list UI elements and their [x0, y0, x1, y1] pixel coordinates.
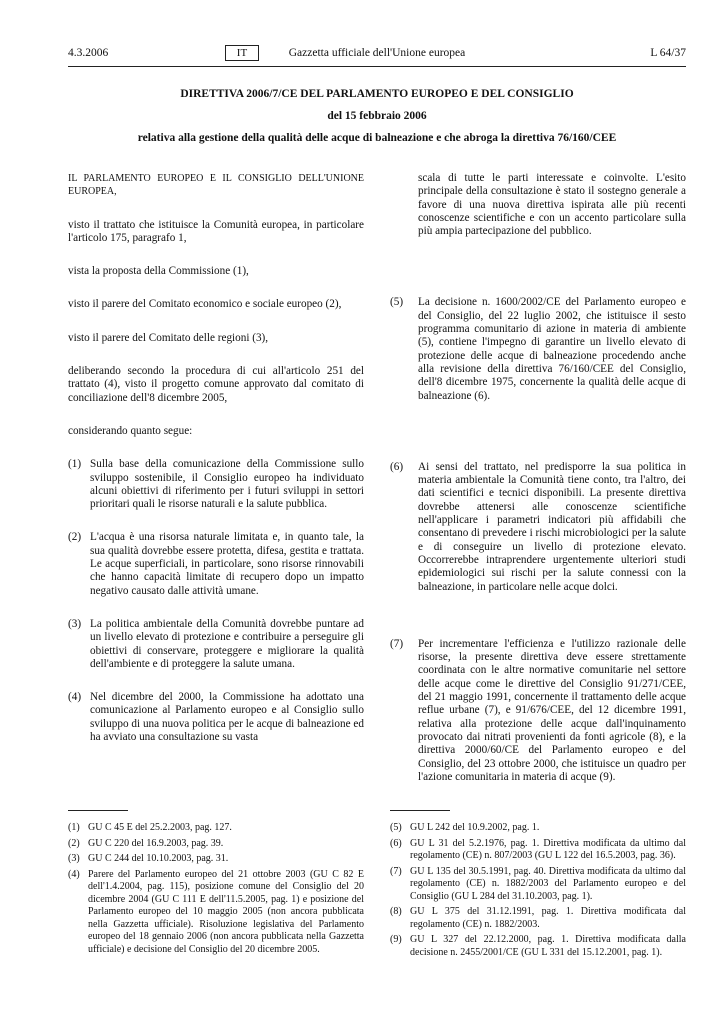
document-title	[68, 88, 686, 154]
footnote	[390, 866, 686, 904]
recital-item	[68, 618, 364, 671]
directive-subject: relativa alla gestione della qualità delle acque di balneazione e che abroga la direttiva 76/160/CEE	[137, 132, 617, 144]
publication-date: 4.3.2006	[68, 47, 109, 59]
citation-treaty: visto il trattato che istituisce la Comunità europea, in particolare l'articolo 175, paragrafo 1,	[68, 218, 364, 244]
footnote-divider	[390, 810, 450, 811]
recital-text: Sulla base della comunicazione della Commissione sullo sviluppo sostenibile, il Consiglio europeo ha individuato alcuni obiettivi di riferimento per i futuri sviluppi in settori prioritari quali le risorse naturali e la salute pubblica.	[90, 458, 364, 511]
citation-commission: vista la proposta della Commissione (1),	[68, 265, 249, 278]
recital-item	[390, 296, 686, 402]
footnote-text: GU C 45 E del 25.2.2003, pag. 127.	[88, 822, 232, 833]
footnotes-left	[68, 822, 364, 959]
footnote-mark: (5)	[390, 822, 402, 833]
footnote-divider	[68, 810, 128, 811]
footnote-text: GU L 135 del 30.5.1991, pag. 40. Direttiva modificata da ultimo dal regolamento (CE) n. 1882/2003 del Parlamento europeo e del Consiglio (GU L 284 del 31.10.2003, pag. 1).	[410, 865, 686, 902]
footnote	[68, 822, 364, 835]
footnote	[390, 838, 686, 863]
footnote	[390, 934, 686, 959]
left-column	[68, 172, 364, 764]
recital-text: Per incrementare l'efficienza e l'utilizzo razionale delle risorse, la presente direttiva deve essere strettamente coordinata con le altre normative comunitarie nel settore delle acque come le direttive del Consiglio 91/271/CEE, del 21 maggio 1991, concernente il trattamento delle acque reflue urbane (7), e 91/676/CEE, del 12 dicembre 1991, relativa alla protezione delle acque dall'inquinamento provocato dai nitrati provenienti da fonti agricole (8), e la direttiva 2000/60/CE del Parlamento europeo e del Consiglio, del 23 ottobre 2000, che istituisce un quadro per l'azione comunitaria in materia di acque (9).	[418, 637, 686, 783]
recital-text: L'acqua è una risorsa naturale limitata e, in quanto tale, la sua qualità dovrebbe essere protetta, difesa, gestita e trattata. Le acque superficiali, in particolare, sono risorse rinnovabili che hanno capacità limitate di recupero dopo un impatto negativo causato dalle attività umane.	[90, 531, 364, 597]
citation-procedure: deliberando secondo la procedura di cui all'articolo 251 del trattato (4), visto il progetto comune approvato dal comitato di conciliazione dell'8 dicembre 2005,	[68, 365, 364, 404]
page-reference: L 64/37	[650, 47, 686, 59]
recital-number: (6)	[390, 460, 404, 473]
recital-item	[68, 531, 364, 597]
footnote-text: Parere del Parlamento europeo del 21 ottobre 2003 (GU C 82 E dell'1.4.2004, pag. 115), posizione comune del Consiglio del 20 dicembre 2004 (GU C 111 E dell'11.5.2005, pag. 1) e posizione del Parlamento europeo del 10 maggio 2005 (non ancora pubblicata nella Gazzetta ufficiale). Risoluzione legislativa del Parlamento europeo del 18 gennaio 2006 (non ancora pubblicata nella Gazzetta ufficiale) e decisione del Consiglio del 20 dicembre 2005.	[88, 868, 364, 955]
directive-date: del 15 febbraio 2006	[327, 110, 427, 122]
footnote-mark: (6)	[390, 837, 402, 849]
footnote	[68, 838, 364, 851]
footnote-mark: (2)	[68, 837, 80, 849]
footnote-text: GU C 220 del 16.9.2003, pag. 39.	[88, 837, 224, 849]
recitals-intro: considerando quanto segue:	[68, 424, 193, 437]
footnote	[390, 822, 686, 835]
right-column	[390, 172, 686, 804]
recital-text: Ai sensi del trattato, nel predisporre la sua politica in materia ambientale la Comunità tiene conto, tra l'altro, dei dati scientifici e tecnici disponibili. La presente direttiva dovrebbe attenersi alle conoscenze scientifiche nell'applicare i parametri indicatori più affidabili che consentano di prevedere i rischi microbiologici per la salute e di conseguire un livello di protezione elevato. Occorrerebbe intraprendere urgentemente ulteriori studi epidemiologici sui rischi per la salute connessi con la balneazione, in particolare nelle acque dolci.	[418, 460, 686, 593]
footnote-mark: (3)	[68, 853, 80, 864]
footnote-mark: (8)	[390, 906, 402, 917]
footnote-mark: (1)	[68, 822, 80, 833]
recital-number: (7)	[390, 637, 404, 650]
recital-number: (5)	[390, 296, 404, 309]
footnote-mark: (7)	[390, 865, 402, 877]
recital-item	[68, 691, 364, 744]
journal-title: Gazzetta ufficiale dell'Unione europea	[288, 47, 466, 59]
recital-number: (4)	[68, 691, 82, 704]
recital-item	[390, 461, 686, 594]
citation-regions: visto il parere del Comitato delle regioni (3),	[68, 331, 269, 344]
recital-number: (2)	[68, 531, 82, 544]
recital-number: (3)	[68, 617, 82, 630]
footnote-text: GU L 242 del 10.9.2002, pag. 1.	[410, 822, 540, 833]
recital-text: Nel dicembre del 2000, la Commissione ha adottato una comunicazione al Parlamento europeo e al Consiglio sullo sviluppo di una nuova politica per le acque di balneazione ed ha avviato una consultazione su vasta	[90, 691, 364, 744]
recital-text: La decisione n. 1600/2002/CE del Parlamento europeo e del Consiglio, del 22 luglio 2002, che istituisce il sesto programma comunitario di azione in materia di ambiente (5), contiene l'impegno di garantire un livello elevato di protezione delle acque di balneazione procedendo anche alla revisione della direttiva 76/160/CEE del Consiglio, dell'8 dicembre 1975, concernente la qualità delle acque di balneazione (6).	[418, 296, 686, 402]
preamble-intro: IL PARLAMENTO EUROPEO E IL CONSIGLIO DELL'UNIONE EUROPEA,	[68, 173, 364, 198]
recital-continuation: scala di tutte le parti interessate e coinvolte. L'esito principale della consultazione è stato il sostegno generale a favore di una nuova direttiva ispirata alle più recenti conoscenze scientifiche e con un accento particolare sulla più ampia partecipazione del pubblico.	[418, 172, 686, 238]
footnotes-right	[390, 822, 686, 962]
recital-item	[68, 458, 364, 511]
page-header	[68, 44, 686, 67]
footnote-mark: (4)	[68, 868, 80, 880]
directive-title: DIRETTIVA 2006/7/CE DEL PARLAMENTO EUROPEO E DEL CONSIGLIO	[180, 88, 574, 100]
recital-item	[390, 638, 686, 784]
footnote-text: GU C 244 del 10.10.2003, pag. 31.	[88, 853, 229, 864]
citation-ecosoc: visto il parere del Comitato economico e sociale europeo (2),	[68, 298, 342, 311]
footnote	[68, 869, 364, 957]
footnote-text: GU L 375 del 31.12.1991, pag. 1. Direttiva modificata dal regolamento (CE) n. 1882/2003.	[410, 906, 686, 930]
recital-text: La politica ambientale della Comunità dovrebbe puntare ad un livello elevato di protezione e contribuire a perseguire gli obiettivi di conservare, proteggere e migliorare la qualità dell'ambiente e di proteggere la salute umana.	[90, 617, 364, 670]
language-code-box: IT	[225, 45, 259, 61]
footnote-mark: (9)	[390, 934, 402, 945]
footnote-text: GU L 327 del 22.12.2000, pag. 1. Direttiva modificata dalla decisione n. 2455/2001/CE (GU L 331 del 15.12.2001, pag. 1).	[410, 934, 686, 958]
footnote	[390, 906, 686, 931]
recital-number: (1)	[68, 458, 82, 471]
footnote-text: GU L 31 del 5.2.1976, pag. 1. Direttiva modificata da ultimo dal regolamento (CE) n. 807/2003 (GU L 122 del 16.5.2003, pag. 36).	[410, 837, 686, 861]
footnote	[68, 853, 364, 866]
